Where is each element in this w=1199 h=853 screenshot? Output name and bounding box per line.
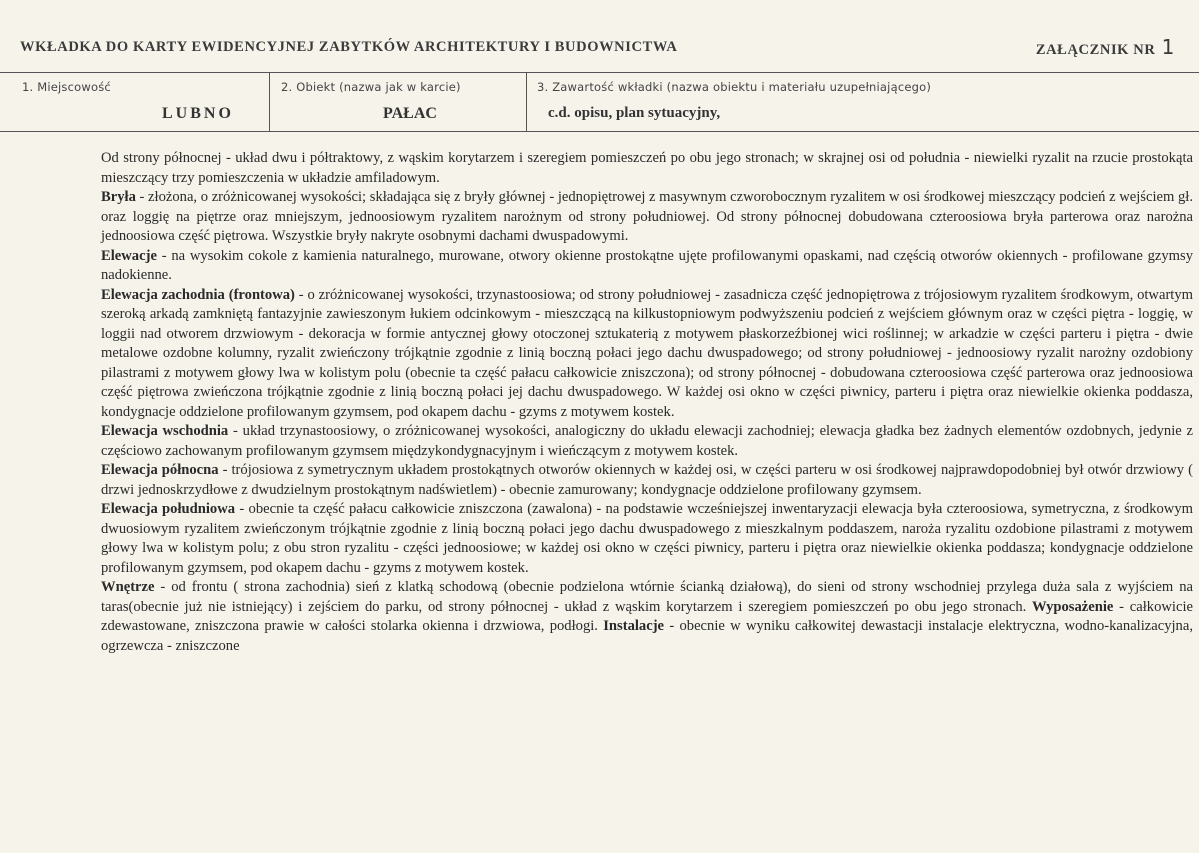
south-elevation-text: - obecnie ta część pałacu całkowicie zniszczona (zawalona) - na podstawie wcześniejszej inwentaryzacji elewacja była czteroosiowa, symetryczna, z środkowym dwuosiowym ryzalitem zwieńczonym trójkątnie zgodnie z linią boczną połaci jego dachu dwuspadowego z mieszkalnym poddaszem, naroża ryzalitu ozdobione pilastrami z motywem głowy lwa w kolistym polu; z obu stron ryzalitu - części jednoosiowe; w każdej osi okno w części piwnicy, parteru i piętra oraz niewielkie okienka poddasza; kondygnacje oddzielone profilowanym gzymsem, pod okapem dachu - gzyms z motywem kostek.	[101, 501, 1193, 576]
massing-heading: Bryła	[101, 189, 136, 205]
paragraph-interior	[101, 578, 1193, 656]
interior-text: - od frontu ( strona zachodnia) sień z klatką schodową (obecnie podzielona wtórnie ścianką działową), do sieni od strony wschodniej przylega duża sala z wyjściem na taras(obecnie już nie istniejący) i zejściem do parku, od strony północnej - układ z wąskim korytarzem i szeregiem pomieszczeń po obu jego stronach.	[101, 579, 1193, 615]
furnishings-text: - całkowicie zdewastowane, zniszczona prawie w całości stolarka okienna i drzwiowa, podłogi.	[101, 598, 1193, 634]
description-text	[101, 149, 1193, 656]
annex-number	[1036, 35, 1175, 59]
elevations-text: - na wysokim cokole z kamienia naturalnego, murowane, otwory okienne prostokątne ujęte profilowanymi opaskami, nad częścią otworów okiennych - profilowane gzymsy nadokienne.	[101, 247, 1193, 283]
annex-label: ZAŁĄCZNIK NR	[1035, 42, 1156, 58]
header-divider-bottom	[0, 131, 1199, 132]
north-elevation-text: - trójosiowa z symetrycznym układem prostokątnych otworów okiennych w każdej osi, w części parteru w osi środkowej najprawdopodobniej był otwór drzwiowy ( drzwi jednoskrzydłowe z dwudzielnym prostokątnym nadświetlem) - obecnie zamurowany; kondygnacje oddzielone profilowany gzymsem.	[101, 462, 1194, 498]
layout-text: Od strony północnej - układ dwu i półtraktowy, z wąskim korytarzem i szeregiem pomieszczeń po obu jego stronach; w skrajnej osi od południa - niewielki ryzalit na rzucie prostokąta mieszczący trzy pomieszczenia w układzie amfiladowym.	[101, 150, 1193, 186]
installations-heading: Instalacje	[603, 618, 665, 634]
installations-text: - obecnie w wyniku całkowitej dewastacji instalacje elektryczna, wodno-kanalizacyjna, ogrzewcza - zniszczone	[101, 618, 1193, 654]
paragraph-massing	[101, 188, 1193, 247]
furnishings-heading: Wyposażenie	[1032, 598, 1114, 615]
paragraph-south-elevation	[101, 500, 1193, 578]
object-value: PAŁAC	[383, 105, 437, 122]
locality-label: 1. Miejscowość	[22, 80, 111, 94]
content-value: c.d. opisu, plan sytuacyjny,	[548, 105, 721, 121]
west-elevation-text: - o zróżnicowanej wysokości, trzynastoosiowa; od strony południowej - zasadnicza część jednopiętrowa z trójosiowym ryzalitem środkowym, otwartym szeroką arkadą zamkniętą fantazyjnie zawieszonym łukiem odcinkowym - mieszczącą na kilkustopniowym podwyższeniu podcień z wejściem głównym oraz w części piętra - loggię, w loggii nad otworem drzwiowym - dekoracja w formie antycznej głowy otoczonej sztukaterią z motywem płaskorzeźbionej wici roślinnej; w arkadzie w części parteru i piętra - dwie metalowe ozdobne kolumny, ryzalit zwieńczony trójkątnie zgodnie z linią boczną połaci jego dachu dwuspadowego; od strony południowej - jednoosiowy ryzalit narożny ozdobiony pilastrami z motywem głowy lwa w kolistym polu (obecnie ta część pałacu całkowicie zniszczona); od strony północnej - dobudowana czteroosiowa część parterowa oraz jednoosiowa część piętrowa zwieńczona trójkątnie zgodnie z linią boczną połaci jej dachu dwuspadowego. W każdej osi okno w części piwnicy, parteru i piętra oraz niewielkie okienka poddasza, kondygnacje oddzielone profilowanym gzymsem, pod okapem dachu - gzyms z motywem kostek.	[101, 286, 1194, 420]
massing-text: - złożona, o zróżnicowanej wysokości; składająca się z bryły głównej - jednopiętrowej z masywnym czworobocznym ryzalitem w osi środkowej mieszczący podcień z wejściem gł. oraz loggię na piętrze oraz mniejszym, jednoosiowym ryzalitem narożnym od strony południowej. Od strony północnej dobudowana czteroosiowa bryła parterowa oraz narożna jednoosiowa część piętrowa. Wszystkie bryły nakryte osobnymi dachami dwuspadowymi.	[101, 189, 1193, 244]
paragraph-layout	[101, 149, 1193, 188]
content-label: 3. Zawartość wkładki (nazwa obiektu i materiału uzupełniającego)	[537, 80, 932, 94]
locality-value: LUBNO	[162, 105, 234, 122]
annex-number-value: 1	[1161, 35, 1175, 59]
paragraph-west-elevation	[101, 286, 1193, 423]
field-divider-2	[526, 72, 527, 131]
south-elevation-heading: Elewacja południowa	[101, 501, 236, 517]
paragraph-east-elevation	[101, 422, 1193, 461]
north-elevation-heading: Elewacja północna	[101, 462, 219, 478]
field-divider-1	[269, 72, 270, 131]
elevations-heading: Elewacje	[101, 247, 157, 264]
paragraph-north-elevation	[101, 461, 1193, 500]
header-divider-top	[0, 72, 1199, 73]
interior-heading: Wnętrze	[101, 579, 155, 595]
east-elevation-text: - układ trzynastoosiowy, o zróżnicowanej wysokości, analogiczny do układu elewacji zachodniej; elewacja gładka bez żadnych elementów ozdobnych, jedynie z częściowo zachowanym profilowanym gzymsem międzykondygnacyjnym i wieńczącym z motywem kostek.	[101, 423, 1193, 459]
west-elevation-heading: Elewacja zachodnia (frontowa)	[101, 286, 295, 303]
object-label: 2. Obiekt (nazwa jak w karcie)	[281, 80, 461, 94]
east-elevation-heading: Elewacja wschodnia	[101, 423, 229, 439]
paragraph-elevations	[101, 247, 1193, 286]
form-title: WKŁADKA DO KARTY EWIDENCYJNEJ ZABYTKÓW ARCHITEKTURY I BUDOWNICTWA	[20, 39, 678, 55]
